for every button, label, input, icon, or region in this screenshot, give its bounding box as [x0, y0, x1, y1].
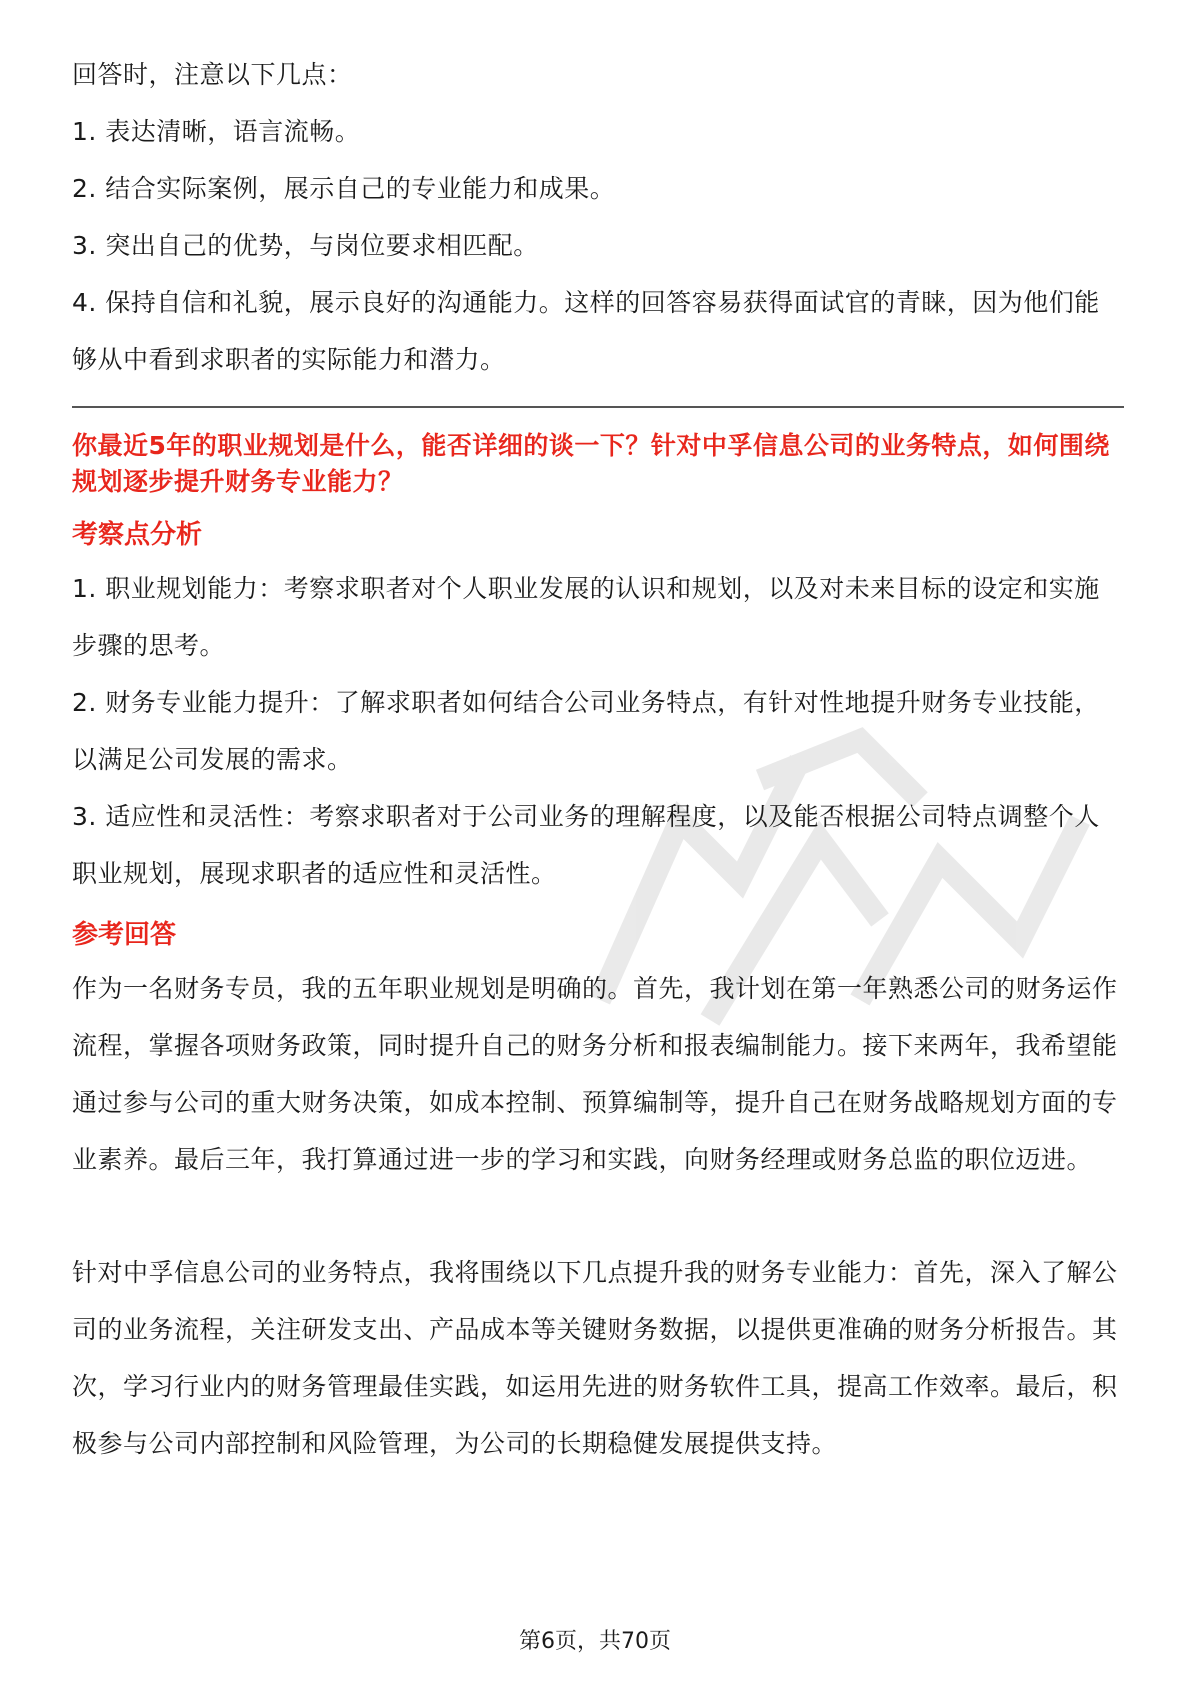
answer-paragraph: 作为一名财务专员，我的五年职业规划是明确的。首先，我计划在第一年熟悉公司的财务运作流程，掌握各项财务政策，同时提升自己的财务分析和报表编制能力。接下来两年，我希望能通过参与公司的重大财务决策，如成本控制、预算编制等，提升自己在财务战略规划方面的专业素养。最后三年，我打算通过进一步的学习和实践，向财务经理或财务总监的职位迈进。 [72, 974, 1118, 1174]
analysis-item: 3. 适应性和灵活性：考察求职者对于公司业务的理解程度，以及能否根据公司特点调整个人职业规划，展现求职者的适应性和灵活性。 [72, 802, 1100, 888]
document-page [72, 46, 1124, 1472]
interview-question: 你最近5年的职业规划是什么，能否详细的谈一下？针对中孚信息公司的业务特点，如何围绕规划逐步提升财务专业能力？ [72, 431, 1110, 496]
answer-heading: 参考回答 [72, 920, 177, 950]
intro-point: 4. 保持自信和礼貌，展示良好的沟通能力。这样的回答容易获得面试官的青睐，因为他们能够从中看到求职者的实际能力和潜力。 [72, 288, 1100, 374]
intro-point: 3. 突出自己的优势，与岗位要求相匹配。 [72, 231, 539, 260]
analysis-item: 2. 财务专业能力提升：了解求职者如何结合公司业务特点，有针对性地提升财务专业技能，以满足公司发展的需求。 [72, 688, 1100, 774]
answer-paragraph: 针对中孚信息公司的业务特点，我将围绕以下几点提升我的财务专业能力：首先，深入了解公司的业务流程，关注研发支出、产品成本等关键财务数据，以提供更准确的财务分析报告。其次，学习行业内的财务管理最佳实践，如运用先进的财务软件工具，提高工作效率。最后，积极参与公司内部控制和风险管理，为公司的长期稳健发展提供支持。 [72, 1258, 1118, 1458]
section-divider [72, 406, 1124, 408]
analysis-item: 1. 职业规划能力：考察求职者对个人职业发展的认识和规划，以及对未来目标的设定和实施步骤的思考。 [72, 574, 1100, 660]
analysis-heading: 考察点分析 [72, 520, 203, 550]
intro-point: 2. 结合实际案例，展示自己的专业能力和成果。 [72, 174, 616, 203]
page-footer: 第6页，共70页 [519, 1629, 671, 1654]
intro-point: 1. 表达清晰，语言流畅。 [72, 117, 361, 146]
intro-lead: 回答时，注意以下几点： [72, 60, 353, 89]
